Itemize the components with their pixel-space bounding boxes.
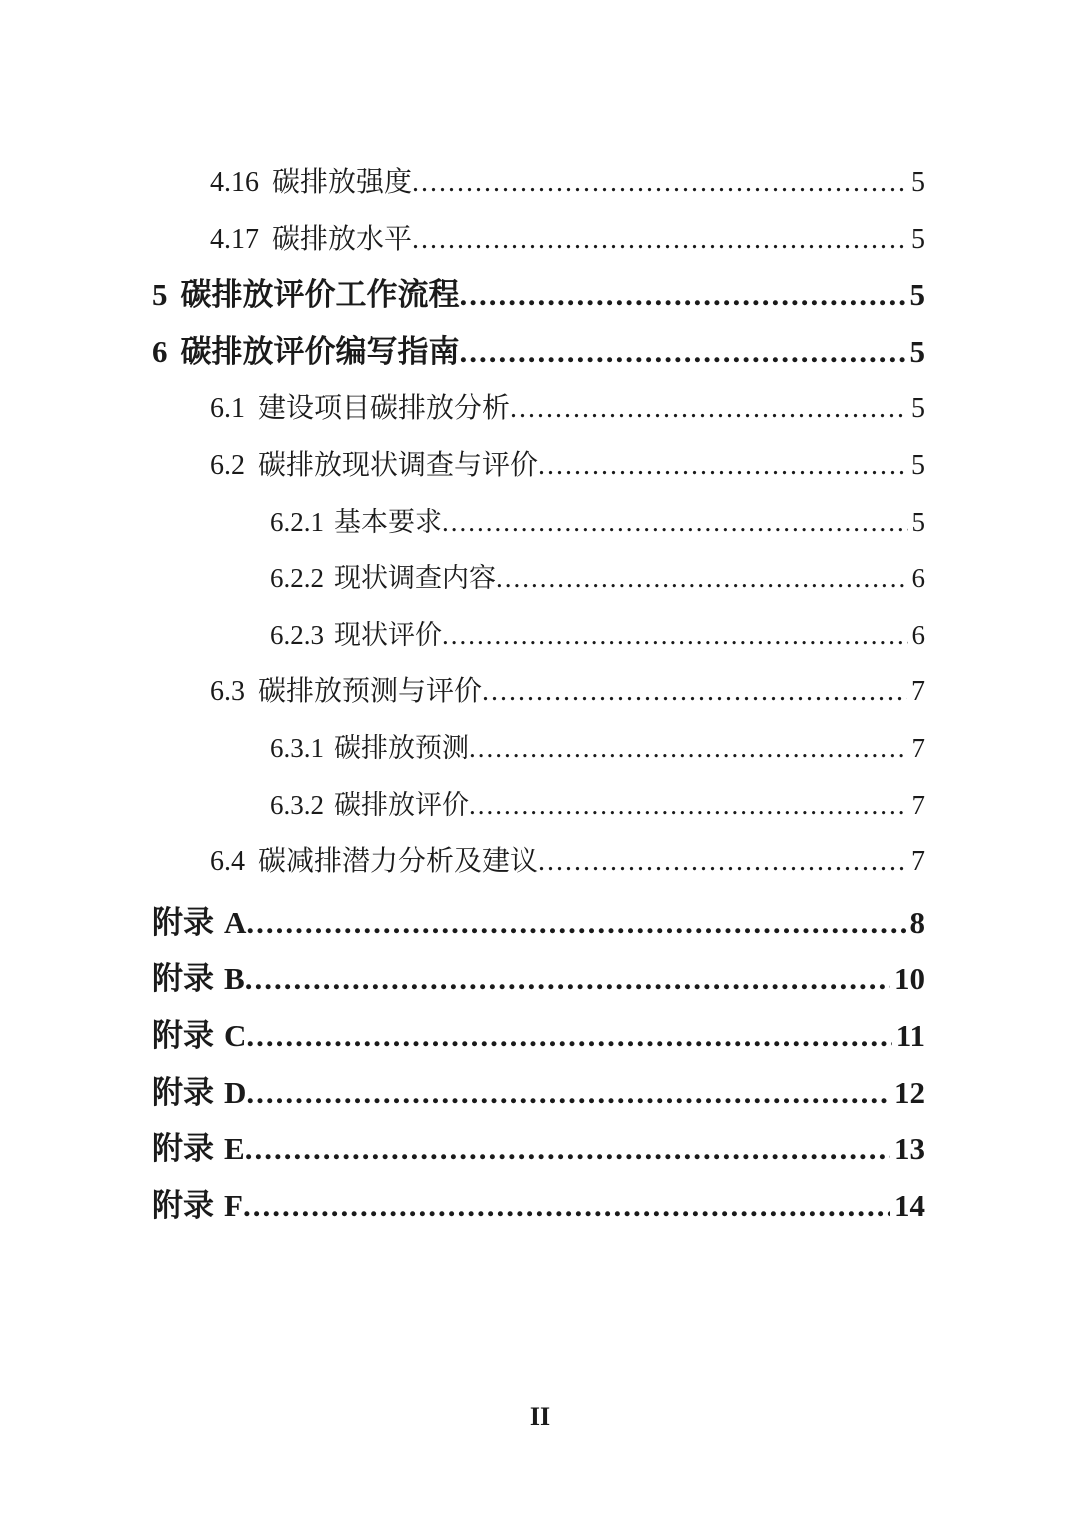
dot-leader [243,1178,890,1235]
dot-leader [246,895,905,952]
dot-leader [538,834,907,891]
toc-entry-number: 6.1 [210,393,245,425]
toc-entry-title: 附录 [152,1074,214,1110]
toc-entry-number: 6.2.2 [270,563,324,594]
toc-entry [152,833,925,890]
toc-entry [152,380,925,437]
toc-entry [152,663,925,720]
toc-entry-page: 7 [911,732,925,763]
toc-entry-number: 6.3.2 [270,789,324,820]
dot-leader [246,1065,890,1122]
toc-entry-number: 6.3.1 [270,732,324,763]
toc-entry-number: 6.2 [210,449,245,481]
toc-entry-number: 6 [152,333,168,369]
toc-entry-suffix: C [224,1017,247,1053]
dot-leader [245,951,890,1008]
toc-entry [152,607,925,664]
toc-entry-suffix: A [224,904,247,940]
toc-entry-page: 5 [911,506,925,537]
toc-entry [152,1121,925,1178]
footer-page-number: II [529,1402,551,1431]
toc-entry-page: 6 [911,619,925,650]
dot-leader [482,664,907,721]
toc-entry [152,437,925,494]
toc-entry-page: 5 [911,393,925,425]
toc-entry-title: 基本要求 [334,506,442,537]
toc-entry [152,720,925,777]
toc-entry-page: 13 [894,1131,925,1167]
toc-entry [152,951,925,1008]
dot-leader [442,607,908,664]
dot-leader [442,494,908,551]
toc-entry-title: 附录 [152,904,214,940]
dot-leader [245,1121,890,1178]
toc-entry-page: 7 [911,676,925,708]
toc-entry-title: 现状调查内容 [334,563,496,594]
dot-leader [460,324,906,381]
toc-list [152,154,925,1234]
toc-entry [152,550,925,607]
toc-entry-title: 附录 [152,1017,214,1053]
toc-entry-title: 碳减排潜力分析及建议 [258,845,539,877]
toc-entry-suffix: F [224,1187,243,1223]
toc-entry [152,154,925,211]
toc-entry-number: 4.16 [210,167,259,198]
dot-leader [510,381,907,438]
toc-entry-page: 6 [911,563,925,594]
dot-leader [412,212,907,269]
toc-entry [152,1178,925,1235]
toc-entry-page: 5 [911,449,925,481]
toc-entry [152,1008,925,1065]
toc-entry [152,494,925,551]
toc-entry-number: 4.17 [210,223,259,255]
toc-entry-title: 附录 [152,1131,214,1167]
toc-entry-number: 5 [152,277,168,313]
toc-entry-page: 5 [911,223,925,255]
dot-leader [469,777,908,834]
toc-entry-number: 6.3 [210,676,245,708]
toc-entry-page: 5 [911,167,925,198]
toc-entry-title: 碳排放预测与评价 [258,675,483,707]
toc-entry-page: 5 [909,333,925,369]
toc-entry [152,324,925,381]
toc-entry-page: 7 [911,846,925,878]
toc-entry-page: 14 [894,1187,925,1223]
dot-leader [469,720,908,777]
toc-entry-title: 碳排放现状调查与评价 [258,448,539,480]
toc-entry-number: 6.2.1 [270,506,324,537]
dot-leader [496,550,908,607]
toc-entry-page: 10 [894,961,925,997]
toc-entry [152,777,925,834]
toc-entry [152,211,925,268]
toc-entry-page: 8 [909,904,925,940]
dot-leader [412,155,907,212]
dot-leader [246,1008,891,1065]
toc-entry-page: 11 [895,1017,925,1053]
dot-leader [538,438,907,495]
toc-entry-title: 碳排放评价工作流程 [180,277,460,313]
toc-entry-title: 碳排放评价编写指南 [180,333,460,369]
toc-entry-title: 建设项目碳排放分析 [258,392,511,424]
toc-entry-page: 5 [909,277,925,313]
toc-entry-title: 碳排放强度 [272,166,413,197]
toc-entry-title: 附录 [152,961,214,997]
dot-leader [460,267,906,324]
toc-entry-title: 现状评价 [334,619,442,650]
toc-entry-number: 6.2.3 [270,619,324,650]
toc-entry [152,1065,925,1122]
toc-entry-title: 碳排放预测 [334,732,469,763]
toc-entry-page: 7 [911,789,925,820]
toc-entry-suffix: E [224,1131,245,1167]
toc-entry [152,267,925,324]
toc-entry-title: 碳排放水平 [272,222,413,254]
toc-entry-suffix: D [224,1074,247,1110]
toc-entry-suffix: B [224,961,245,997]
toc-entry-page: 12 [894,1074,925,1110]
toc-entry-number: 6.4 [210,846,245,878]
toc-entry-title: 附录 [152,1187,214,1223]
toc-entry-title: 碳排放评价 [334,789,469,820]
toc-entry [152,895,925,952]
